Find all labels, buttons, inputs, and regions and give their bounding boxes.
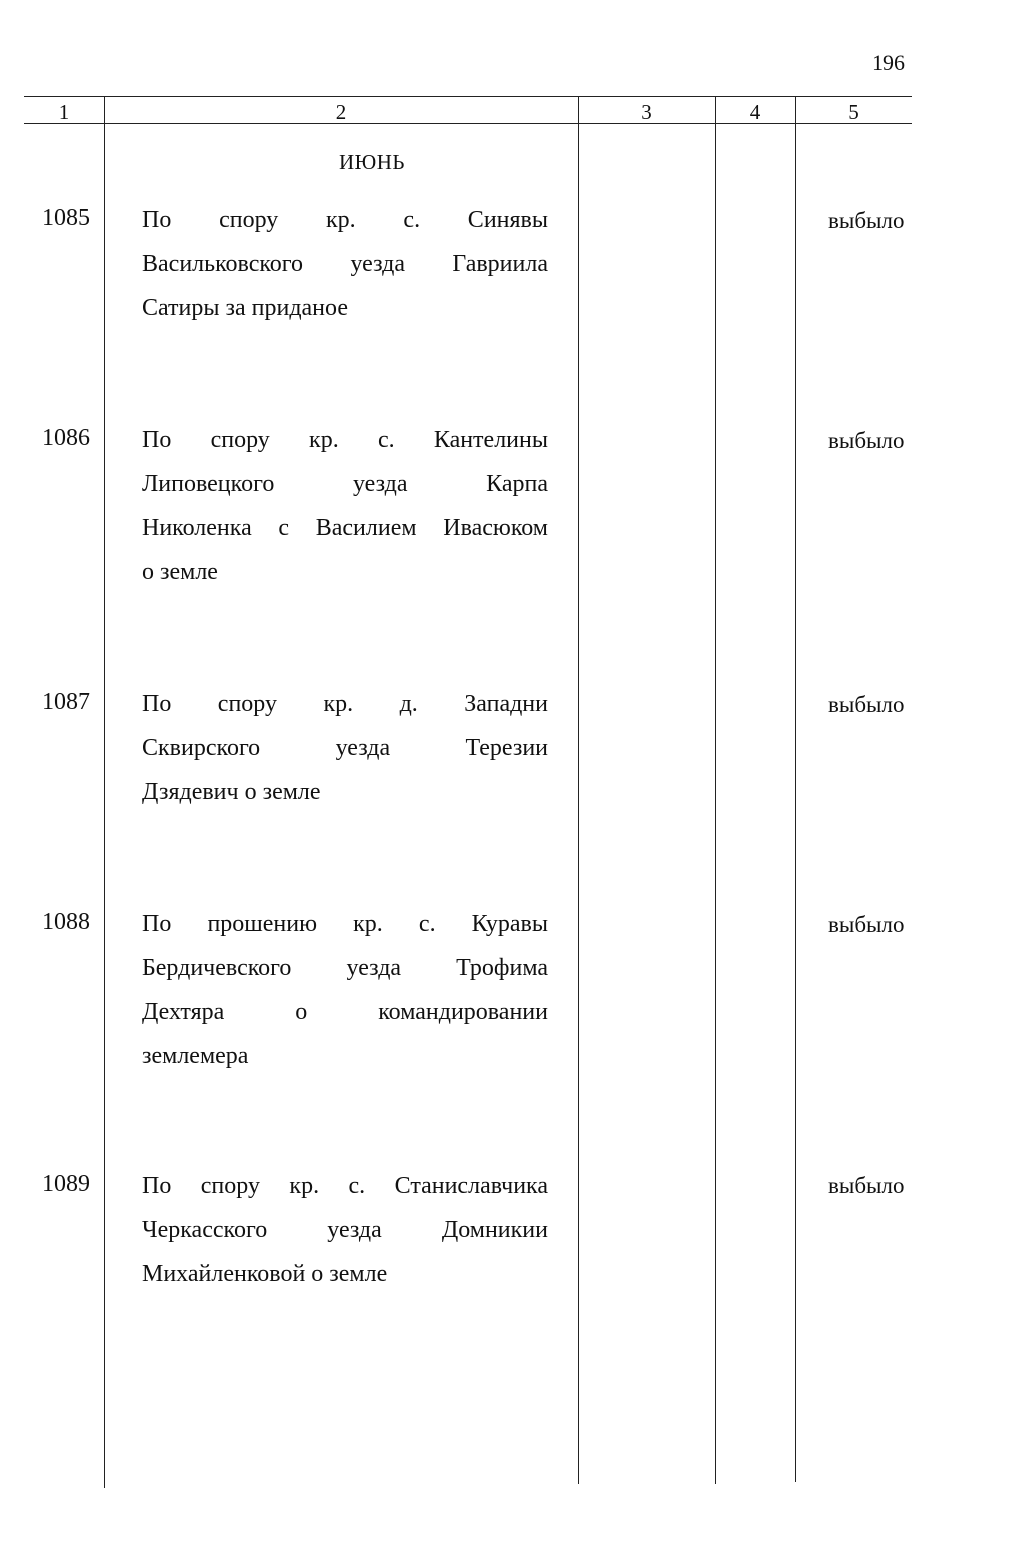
entry-line: Сатиры за приданое bbox=[142, 295, 348, 321]
column-divider-1-2 bbox=[104, 96, 105, 1488]
column-header-1: 1 bbox=[58, 100, 70, 124]
entry-number: 1085 bbox=[42, 205, 90, 231]
entry-status: выбыло bbox=[828, 428, 905, 453]
entry-number: 1086 bbox=[42, 425, 90, 451]
entry-line: Дехтяра о командировании bbox=[142, 999, 548, 1025]
entry-line: землемера bbox=[142, 1043, 249, 1069]
entry-line: о земле bbox=[142, 559, 218, 585]
entry-status: выбыло bbox=[828, 208, 905, 233]
column-header-4: 4 bbox=[749, 100, 761, 124]
entry-line: По спору кр. с. Кантелины bbox=[142, 427, 548, 453]
entry-line: Сквирского уезда Терезии bbox=[142, 735, 548, 761]
section-title: ИЮНЬ bbox=[339, 150, 405, 174]
entry-line: Михайленковой о земле bbox=[142, 1261, 388, 1287]
entry-line: Бердичевского уезда Трофима bbox=[142, 955, 548, 981]
entry-status: выбыло bbox=[828, 692, 905, 717]
entry-line: Дзядевич о земле bbox=[142, 779, 321, 805]
entry-line: По спору кр. д. Западни bbox=[142, 691, 548, 717]
column-header-2: 2 bbox=[335, 100, 347, 124]
entry-line: По спору кр. с. Синявы bbox=[142, 207, 548, 233]
entry-line: Николенка с Василием Ивасюком bbox=[142, 515, 548, 541]
entry-status: выбыло bbox=[828, 1173, 905, 1198]
entry-description bbox=[142, 1164, 548, 1296]
entry-description bbox=[142, 682, 548, 814]
entry-number: 1088 bbox=[42, 909, 90, 935]
entry-number: 1089 bbox=[42, 1171, 90, 1197]
entry-line: Васильковского уезда Гавриила bbox=[142, 251, 548, 277]
entry-status: выбыло bbox=[828, 912, 905, 937]
entry-description bbox=[142, 198, 548, 330]
column-divider-2-3 bbox=[578, 96, 579, 1484]
column-header-3: 3 bbox=[641, 100, 652, 124]
entry-line: По прошению кр. с. Куравы bbox=[142, 911, 548, 937]
page-number: 196 bbox=[872, 50, 905, 75]
column-header-5: 5 bbox=[848, 100, 859, 124]
entry-line: По спору кр. с. Станиславчика bbox=[142, 1173, 548, 1199]
entry-line: Черкасского уезда Домникии bbox=[142, 1217, 548, 1243]
entry-description bbox=[142, 418, 548, 594]
column-divider-3-4 bbox=[715, 96, 716, 1484]
entry-line: Липовецкого уезда Карпа bbox=[142, 471, 548, 497]
entry-description bbox=[142, 902, 548, 1078]
entry-number: 1087 bbox=[42, 689, 90, 715]
column-divider-4-5 bbox=[795, 96, 796, 1482]
table-header-top-rule bbox=[24, 96, 912, 97]
